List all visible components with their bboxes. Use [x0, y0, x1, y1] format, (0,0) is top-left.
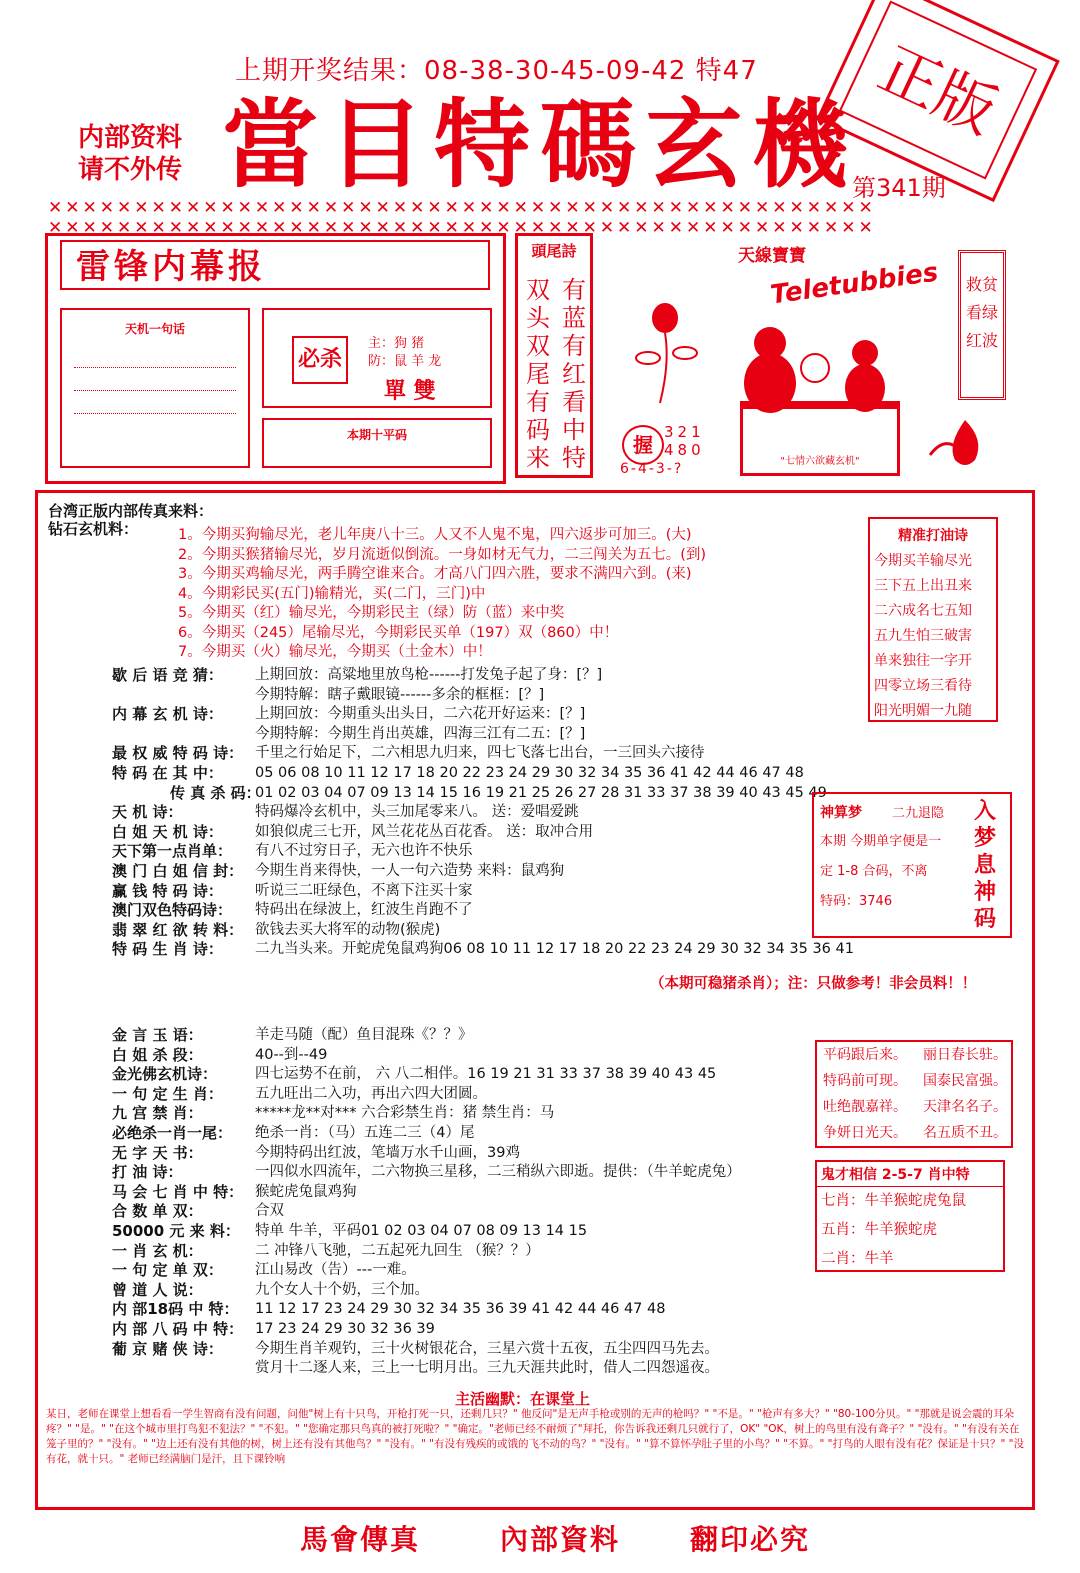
row-label: 最 权 威 特 码 诗：: [112, 744, 244, 763]
row-label: 内 幕 玄 机 诗：: [112, 705, 223, 724]
dream-line-2: 定 1-8 合码，不离: [820, 864, 928, 879]
row-value: 01 02 03 04 07 09 13 14 15 16 19 21 25 26 27 28 31 33 37 38 39 40 43 45 49: [255, 784, 827, 801]
row-value: 05 06 08 10 11 12 17 18 20 22 23 24 29 30 32 34 35 36 41 42 44 46 47 48: [255, 765, 804, 781]
diamond-item: 1。今期买狗输尽光，老儿年庚八十三。人又不人鬼不鬼，四六返步可加三。(大): [178, 527, 692, 543]
teletubbies-logo: Teletubbies: [768, 257, 941, 311]
row-value: *****龙**对*** 六合彩禁生肖：猪 禁生肖：马: [255, 1105, 555, 1122]
vertical-slogan: 救贫看绿红波: [958, 250, 1006, 400]
internal-note: [78, 122, 182, 186]
poem-title: 頭尾詩: [531, 242, 577, 260]
grease-title: 精准打油诗: [898, 528, 968, 544]
row-value: 欲钱去买大将军的动物(猴虎): [255, 921, 441, 938]
internal-note-line-2: 请不外传: [78, 155, 183, 185]
teletubbies-panel: [600, 233, 960, 478]
row-label: 特 码 生 肖 诗：: [112, 940, 223, 959]
row-label: 歇 后 语 竞 猜：: [112, 666, 223, 684]
kill-label: 必杀: [292, 336, 348, 384]
poem-col-1: 双头双尾有码来: [526, 276, 550, 472]
ghost-pick-box: [815, 1160, 1005, 1272]
main-pick: 主：狗 猪: [368, 336, 425, 351]
grease-line: 单来独往一字开: [874, 653, 972, 669]
grease-line: 三下五上出丑来: [874, 578, 972, 594]
row-label: 马 会 七 肖 中 特：: [112, 1182, 244, 1201]
row-label: 白 姐 杀 段：: [112, 1045, 203, 1064]
row-label: 无 字 天 书：: [112, 1143, 203, 1162]
flat-code-line: 丽日春长驻。: [923, 1047, 1007, 1063]
leifeng-title: 雷锋内幕报: [60, 240, 490, 290]
dream-line-1: 本期 今期单字便是一: [820, 834, 942, 849]
row-label: 内 部 八 码 中 特：: [112, 1320, 244, 1338]
star-divider-bottom: ✕✕✕✕✕✕✕✕✕✕✕✕✕✕✕✕✕✕✕✕✕✕✕✕✕✕✕✕✕✕✕✕✕✕✕✕✕✕✕✕✕✕✕✕✕✕✕✕: [48, 218, 876, 238]
ten-flat-label: 本期十平码: [346, 428, 407, 442]
row-value: 今期特解：今期生肖出英雄，四海三江有二五：[？]: [255, 725, 586, 742]
row-label: 赢 钱 特 码 诗：: [112, 881, 223, 900]
diamond-item: 2。今期买猴猪输尽光，岁月流逝似倒流。一身如材无气力，二三闯关为五七。(到): [178, 546, 707, 563]
row-label: 金 言 玉 语：: [112, 1026, 203, 1044]
row-label: 一 肖 玄 机：: [112, 1241, 203, 1260]
flat-code-line: 平码跟后来。: [823, 1047, 907, 1063]
row-label: 澳 门 白 姐 信 封：: [112, 862, 244, 880]
row-value: 二九当头来。开蛇虎兔鼠鸡狗06 08 10 11 12 17 18 20 22 23 24 29 30 32 34 35 36 41: [255, 941, 854, 958]
grease-line: 二六成名七五知: [874, 603, 972, 619]
row-value: 11 12 17 23 24 29 30 32 34 35 36 39 41 42 44 46 47 48: [255, 1301, 666, 1318]
dream-two-nine: 二九退隐: [892, 806, 945, 821]
ghost-title: 鬼才相信 2-5-7 肖中特: [817, 1162, 1003, 1187]
row-label: 内 部18码 中 特：: [112, 1300, 239, 1319]
guard-pick: 防：鼠 羊 龙: [368, 354, 442, 369]
dream-line-3: 特码：3746: [820, 894, 893, 909]
row-value: 如狼似虎三七开，风兰花花丛百花香。 送：取冲合用: [255, 823, 594, 840]
row-label: 白 姐 天 机 诗：: [112, 822, 223, 841]
flat-code-line: 特码前可现。: [823, 1073, 907, 1089]
row-value: 赏月十二逐人来，三上一七明月出。三九天涯共此时，借人二四怨遥夜。: [255, 1360, 719, 1377]
teletubbies-title: 天線寶寶: [738, 246, 806, 266]
row-label: 特 码 在 其 中：: [112, 764, 223, 782]
row-label: 金光佛玄机诗：: [112, 1065, 218, 1084]
row-value: 今期生肖羊观钓，三十火树银花合，三星六赏十五夜，五尘四四马先去。: [255, 1340, 719, 1357]
odd-even: 單 雙: [384, 379, 436, 404]
row-label: 曾 道 人 说：: [112, 1280, 203, 1299]
fax-head-1: 台湾正版内部传真来料：: [48, 502, 214, 520]
ghost-line: 五肖：牛羊猴蛇虎: [821, 1222, 937, 1238]
flat-code-line: 国泰民富强。: [923, 1073, 1007, 1089]
row-value: 上期回放：高粱地里放鸟枪------打发兔子起了身：[？]: [255, 667, 603, 683]
grease-line: 阳光明媚一九随: [874, 703, 972, 719]
flower-icon: [636, 304, 697, 403]
poem-col-2: 有蓝有红看中特: [562, 276, 586, 472]
flat-code-line: 名五质不丑。: [923, 1125, 1007, 1141]
row-label: 九 宫 禁 肖：: [112, 1104, 203, 1123]
row-label: 打 油 诗：: [112, 1163, 183, 1182]
row-label: 50000 元 来 料：: [112, 1222, 240, 1240]
joke-title: 主活幽默：在课堂上: [455, 1390, 591, 1408]
stamp-text: 正版: [839, 0, 1037, 179]
tianji-box: [60, 308, 250, 468]
row-value: 今期生肖来得快，一人一句六造势 来料：鼠鸡狗: [255, 863, 565, 879]
grip-badge: 握: [622, 425, 664, 465]
row-value: 今期特解：瞎子戴眼镜------多余的框框：[？]: [255, 686, 545, 703]
dream-title: 神算梦: [820, 805, 862, 821]
ghost-line: 二肖：牛羊: [821, 1251, 894, 1267]
row-label: 传 真 杀 码：: [170, 783, 261, 802]
row-value: 上期回放：今期重头出头日，二六花开好运来：[？]: [255, 706, 586, 723]
row-value: 九个女人十个奶，三个加。: [255, 1281, 429, 1298]
row-value: 江山易改（告）---一难。: [255, 1262, 416, 1279]
internal-note-line-1: 内部资料: [78, 123, 183, 153]
joke-text: 某日，老师在课堂上想看看一学生智商有没有问题，问他"树上有十只鸟，开枪打死一只，还剩几只？" 他反问"是无声手枪或别的无声的枪吗？" "不是。" "枪声有多大？" "80-100分贝。" "那就是说会震的耳朵疼？" "是。" "在这个城市里打鸟犯不犯法？" "不犯。" "您确定那只鸟真的被打死啦？" "确定。"老师已经不耐烦了"拜托，你告诉我还剩几只就行了，OK" "OK，树上的鸟里有没有聋子？" "没有。" "有没有关在笼子里的？" "没有。" "边上还有没有其他的树，树上还有没有其他鸟？" "没有。" "有没有残疾的或饿的飞不动的鸟？" "没有。" "算不算怀孕肚子里的小鸟？" "不算。" "打鸟的人眼有没有花？保证是十只？" "没有花，就十只。" 老师已经满脑门是汗，且下课铃响: [46, 1408, 1024, 1465]
fax-head-2: 钻石玄机料：: [48, 520, 139, 538]
row-value: 特单 牛羊，平码01 02 03 04 07 08 09 13 14 15: [255, 1223, 588, 1239]
flat-code-line: 天津名名子。: [923, 1099, 1007, 1115]
diamond-item: 6。今期买（245）尾输尽光，今期彩民买单（197）双（860）中！: [178, 624, 619, 641]
row-label: 翡 翠 红 欲 转 料：: [112, 920, 244, 939]
masthead-title: 當目特碼玄機: [222, 88, 858, 201]
footer-fax: 馬會傳真: [300, 1523, 421, 1556]
row-value: 一四似水四流年，二六物换三星移，二三稍纵六即逝。提供：（牛羊蛇虎兔）: [255, 1164, 741, 1181]
row-value: 40--到--49: [255, 1046, 328, 1063]
row-value: 五九旺出二入功，再出六四大团圆。: [255, 1085, 487, 1102]
row-label: 合 数 单 双：: [112, 1202, 203, 1221]
grip-numbers: 321 480: [664, 423, 705, 459]
row-value: 千里之行始足下，二六相思九归来，四七飞落七出台，一三回头六接待: [255, 745, 705, 762]
tianji-label: 天机一句话: [124, 322, 185, 336]
gate-frame: [740, 401, 900, 476]
sun-icon: [801, 354, 829, 382]
row-value: 17 23 24 29 30 32 36 39: [255, 1321, 435, 1337]
row-value: 合双: [255, 1203, 284, 1220]
grease-line: 四零立场三看待: [874, 678, 972, 694]
row-label: 葡 京 赌 侠 诗：: [112, 1339, 223, 1358]
flat-code-line: 争妍日光天。: [823, 1125, 907, 1141]
footer-internal: 內部資料: [500, 1523, 621, 1556]
star-divider-top: ✕✕✕✕✕✕✕✕✕✕✕✕✕✕✕✕✕✕✕✕✕✕✕✕✕✕✕✕✕✕✕✕✕✕✕✕✕✕✕✕✕✕✕✕✕✕✕✕: [48, 198, 876, 218]
row-value: 今期特码出红波，笔墙万水千山画，39鸡: [255, 1144, 520, 1161]
row-value: 特码爆冷玄机中，头三加尾零来八。 送：爱唱爱跳: [255, 804, 579, 821]
row-value: 绝杀一肖：（马）五连二三（4）尾: [255, 1125, 475, 1141]
diamond-item: 5。今期买（红）输尽光，今期彩民主（绿）防（蓝）来中奖: [178, 605, 565, 621]
footer-copyright: 翻印必究: [690, 1523, 811, 1556]
ghost-line: 七肖：牛羊猴蛇虎兔鼠: [821, 1193, 966, 1209]
row-value: 特码出在绿波上，红波生肖跑不了: [255, 902, 473, 919]
grip-sequence: 6-4-3-?: [620, 461, 684, 477]
diamond-item: 4。今期彩民买(五门)输精光，买(二门，三门)中: [178, 585, 486, 602]
grease-line: 今期买羊输尽光: [874, 553, 972, 569]
row-value: 羊走马随（配）鱼目混珠《？？》: [255, 1027, 473, 1043]
grease-line: 五九生怕三破害: [874, 628, 972, 644]
last-draw-result: 上期开奖结果：08-38-30-45-09-42 特47: [235, 56, 758, 86]
head-tail-poem: [515, 233, 593, 478]
row-label: 天 机 诗：: [112, 803, 183, 822]
ten-flat-box: [262, 418, 492, 468]
flat-code-box: [815, 1040, 1013, 1148]
row-label: 天下第一点肖单：: [112, 842, 233, 861]
diamond-item: 7。今期买（火）输尽光，今期买（土金木）中！: [178, 644, 492, 660]
row-label: 必绝杀一肖一尾：: [112, 1124, 233, 1142]
gate-caption: "七情六欲藏玄机": [780, 456, 860, 467]
row-value: 四七运势不在前， 六 八二相伴。16 19 21 31 33 37 38 39 40 43 45: [255, 1066, 717, 1083]
dream-vertical: 入梦息神码: [974, 799, 997, 932]
fire-icon: [925, 415, 1005, 475]
dream-code-box: [812, 792, 1012, 938]
issue-number: 第341期: [852, 174, 946, 202]
row-value: 听说三二旺绿色，不离下注买十家: [255, 882, 473, 899]
row-value: 有八不过穷日子，无六也许不快乐: [255, 843, 473, 860]
zhu-fang-box: [262, 308, 492, 408]
row-label: 一 句 定 生 肖：: [112, 1084, 223, 1103]
row-value: 二 冲锋八飞驰，二五起死九回生 （猴？？）: [255, 1242, 540, 1259]
reference-note: （本期可稳猪杀肖）；注：只做参考！非会员料！！: [650, 976, 977, 992]
flat-code-line: 吐绝靓嘉祥。: [823, 1099, 907, 1115]
row-value: 猴蛇虎兔鼠鸡狗: [255, 1183, 357, 1200]
row-label: 一 句 定 单 双：: [112, 1261, 223, 1280]
diamond-item: 3。今期买鸡输尽光，两手腾空谁来合。才高八门四六胜，要求不满四六到。(来): [178, 566, 692, 582]
row-label: 澳门双色特码诗：: [112, 901, 233, 920]
grease-poem-box: [868, 517, 998, 722]
